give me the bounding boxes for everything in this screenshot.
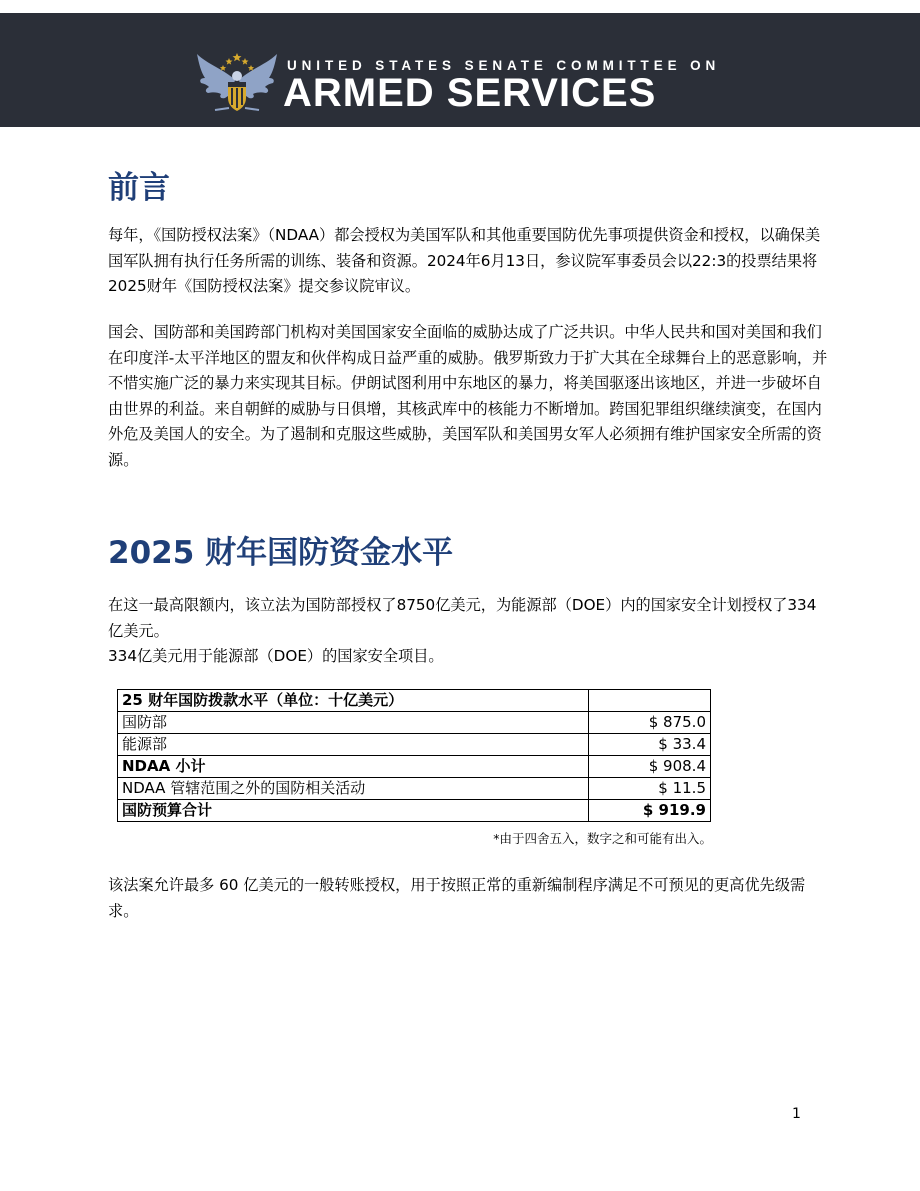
table-row-label: NDAA 小计: [118, 756, 589, 778]
table-footnote: *由于四舍五入，数字之和可能有出入。: [493, 831, 712, 846]
committee-subtitle: UNITED STATES SENATE COMMITTEE ON: [287, 58, 721, 73]
funding-paragraph-2: 334亿美元用于能源部（DOE）的国家安全项目。: [108, 647, 444, 665]
table-row-total: [118, 800, 711, 822]
funding-table: [117, 689, 711, 822]
eagle-seal-logo: [195, 50, 279, 120]
foreword-paragraph-1: 每年，《国防授权法案》（NDAA）都会授权为美国军队和其他重要国防优先事项提供资金和授权，以确保美国军队拥有执行任务所需的训练、装备和资源。2024年6月13日，参议院军事委员会以22:3的投票结果将2025财年《国防授权法案》提交参议院审议。: [108, 226, 821, 295]
foreword-heading: 前言: [108, 170, 170, 206]
table-row-value: $ 11.5: [589, 778, 711, 800]
table-row-value: $ 919.9: [589, 800, 711, 822]
table-row-subtotal: [118, 756, 711, 778]
funding-heading: 2025 财年国防资金水平: [108, 535, 454, 571]
foreword-paragraph-2: 国会、国防部和美国跨部门机构对美国国家安全面临的威胁达成了广泛共识。中华人民共和国对美国和我们在印度洋-太平洋地区的盟友和伙伴构成日益严重的威胁。俄罗斯致力于扩大其在全球舞台上的恶意影响，并不惜实施广泛的暴力来实现其目标。伊朗试图利用中东地区的暴力，将美国驱逐出该地区，并进一步破坏自由世界的利益。来自朝鲜的威胁与日俱增，其核武库中的核能力不断增加。跨国犯罪组织继续演变，在国内外危及美国人的安全。为了遏制和克服这些威胁，美国军队和美国男女军人必须拥有维护国家安全所需的资源。: [108, 323, 828, 469]
header-banner: [0, 13, 920, 127]
table-row: [118, 712, 711, 734]
table-row-value: $ 875.0: [589, 712, 711, 734]
table-row: [118, 778, 711, 800]
table-row-label: 国防部: [118, 712, 589, 734]
table-header-label: 25 财年国防拨款水平（单位：十亿美元）: [118, 690, 589, 712]
table-row-label: NDAA 管辖范围之外的国防相关活动: [118, 778, 589, 800]
table-header-value: [589, 690, 711, 712]
table-row-value: $ 33.4: [589, 734, 711, 756]
committee-title: ARMED SERVICES: [283, 71, 657, 115]
page-number: 1: [792, 1106, 801, 1122]
table-row: [118, 734, 711, 756]
transfer-authority-paragraph: 该法案允许最多 60 亿美元的一般转账授权，用于按照正常的重新编制程序满足不可预见的更高优先级需求。: [108, 876, 806, 920]
table-row-label: 国防预算合计: [118, 800, 589, 822]
table-header-row: [118, 690, 711, 712]
table-row-value: $ 908.4: [589, 756, 711, 778]
table-row-label: 能源部: [118, 734, 589, 756]
funding-paragraph-1: 在这一最高限额内，该立法为国防部授权了8750亿美元，为能源部（DOE）内的国家安全计划授权了334亿美元。: [108, 596, 817, 640]
